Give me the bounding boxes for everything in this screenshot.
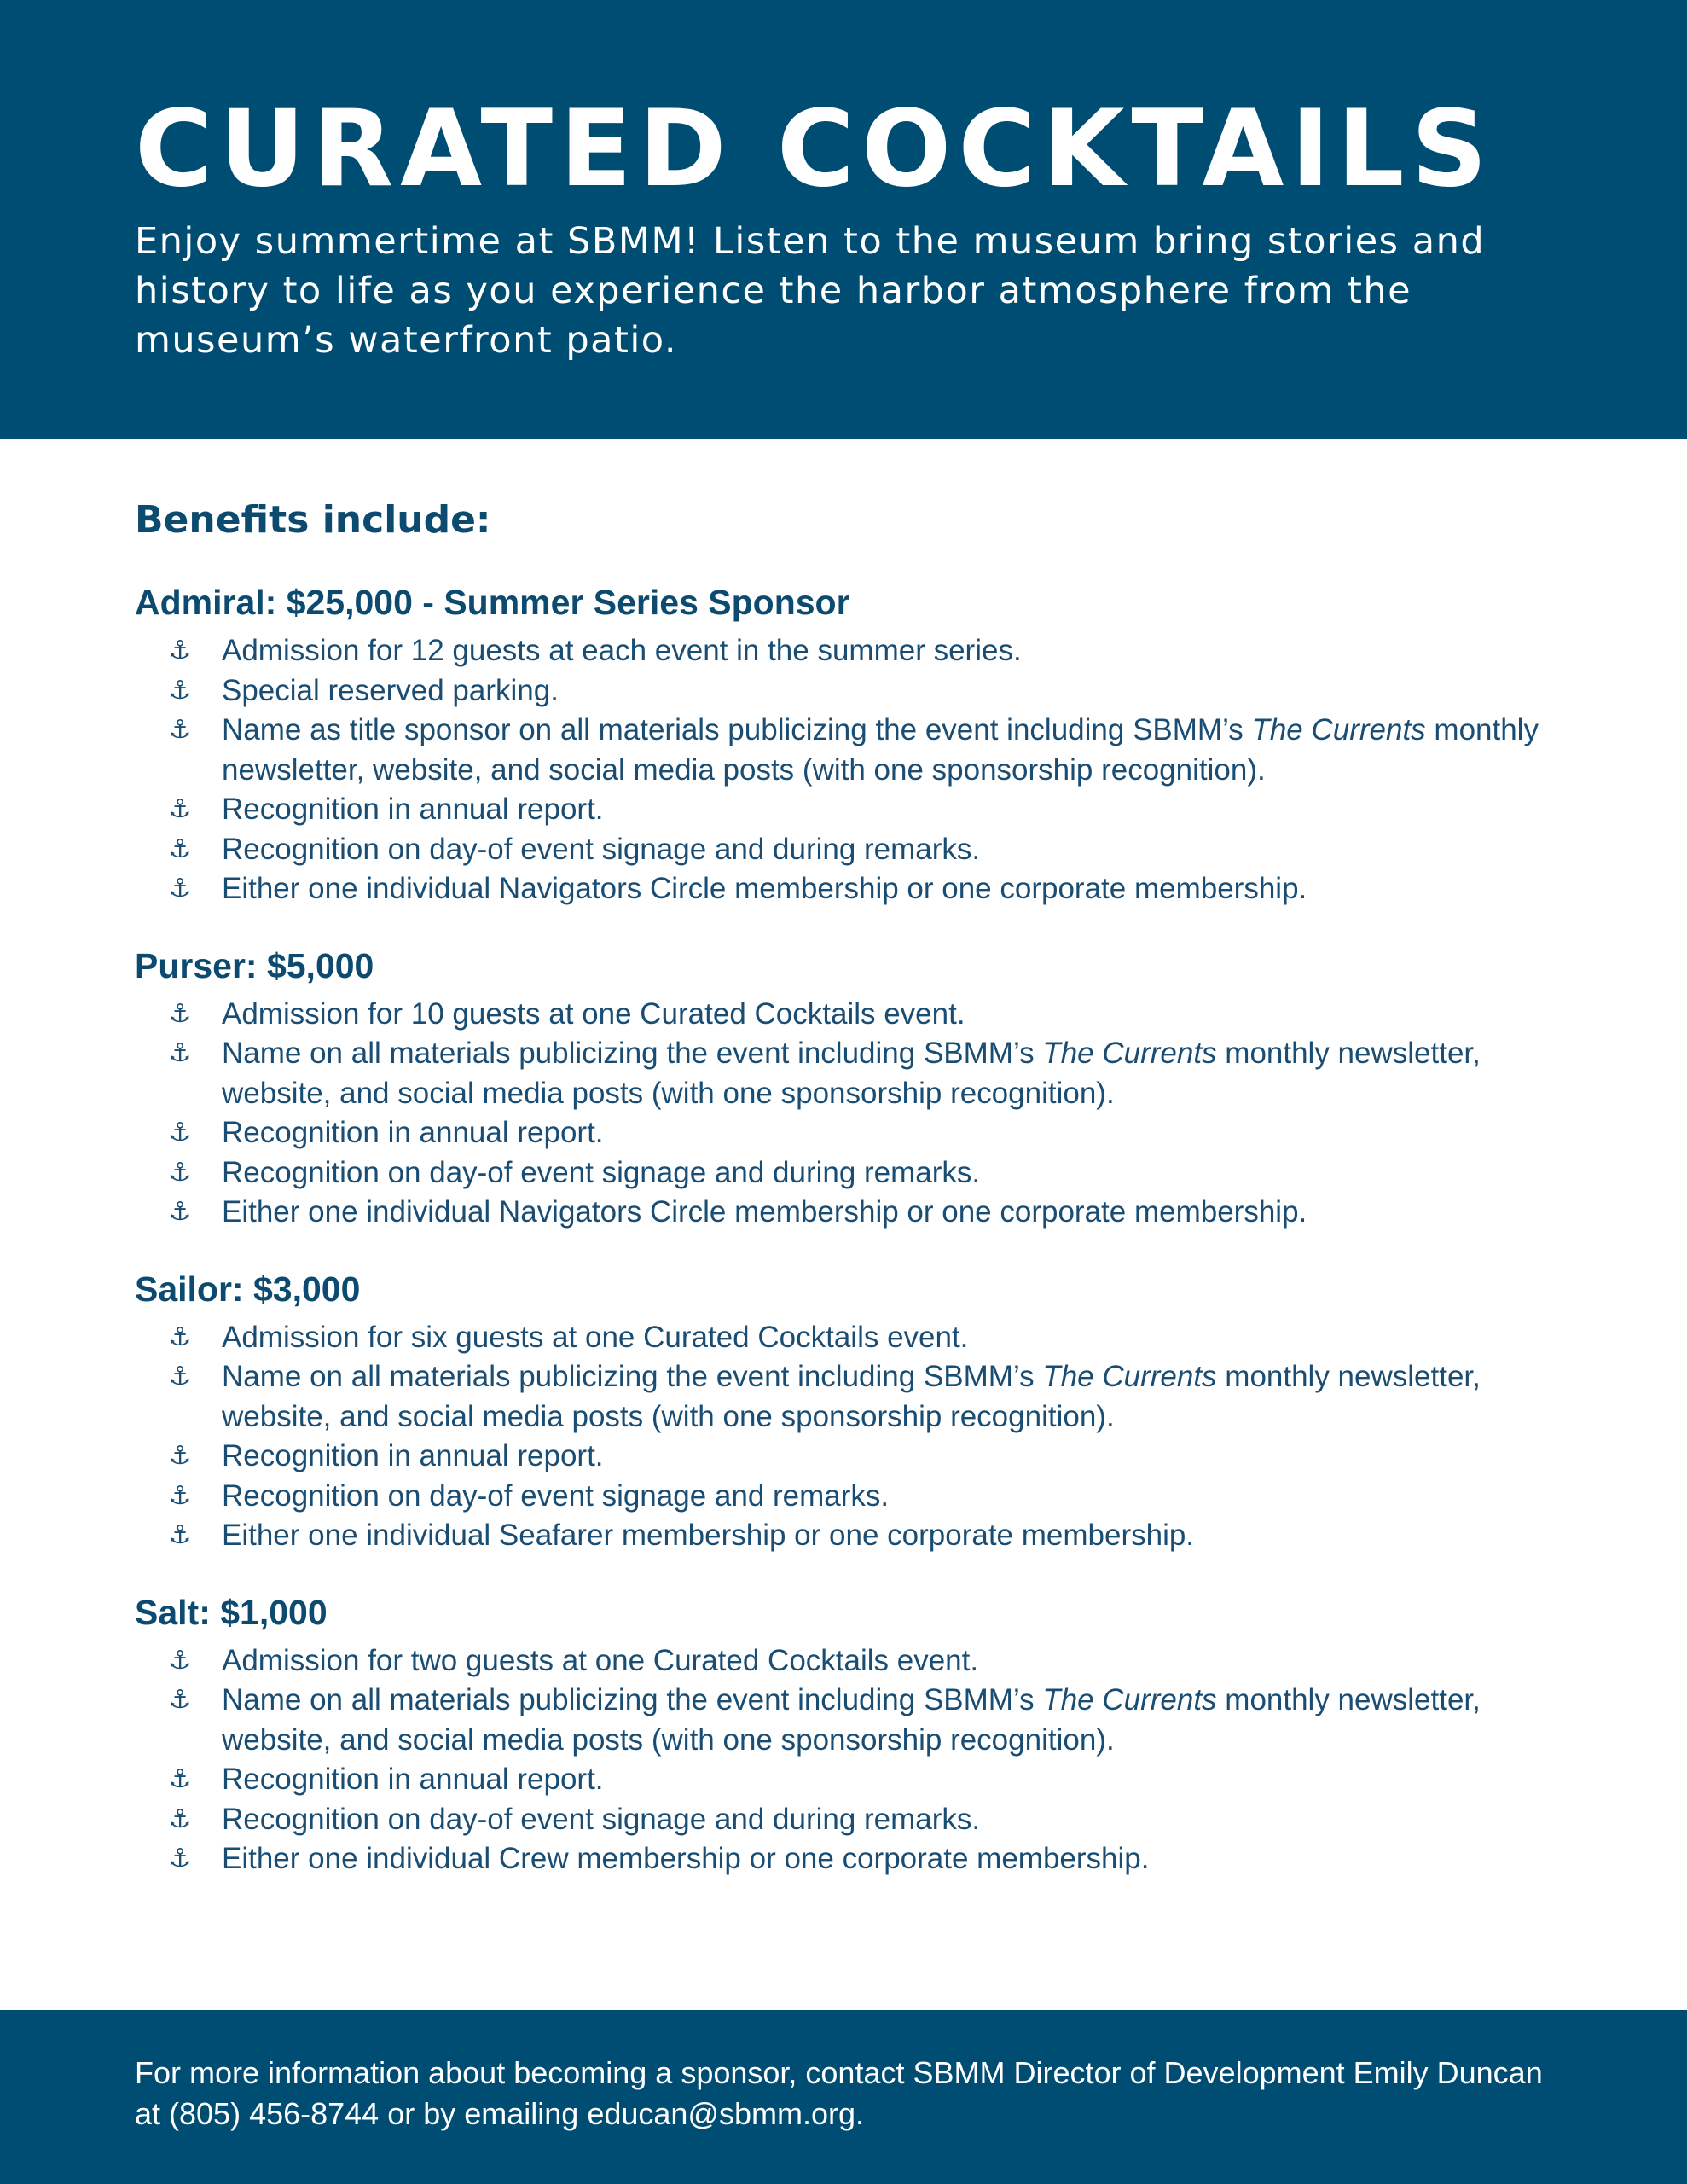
tier-title: Purser: $5,000: [135, 945, 374, 985]
tier-section: [135, 942, 1585, 1233]
header-banner: [0, 0, 1687, 439]
anchor-icon: ⚓: [168, 1038, 192, 1068]
anchor-icon: ⚓: [168, 1685, 192, 1715]
benefit-item: [135, 869, 1585, 909]
benefit-text: Either one individual Seafarer membership or one corporate membership.: [222, 1519, 1195, 1552]
anchor-icon: ⚓: [168, 834, 192, 864]
anchor-icon: ⚓: [168, 794, 192, 824]
benefit-text: monthly newsletter, website, and social media posts (with one sponsorship recognition).: [222, 713, 1539, 787]
benefit-item: [135, 1641, 1585, 1682]
anchor-icon: ⚓: [168, 1118, 192, 1147]
anchor-icon: ⚓: [168, 1804, 192, 1834]
benefit-item: [135, 1034, 1585, 1113]
benefit-item: [135, 830, 1585, 870]
tier-section: [135, 1589, 1585, 1879]
benefit-text: Recognition in annual report.: [222, 1116, 604, 1149]
benefit-text: Name as title sponsor on all materials publicizing the event including SBMM’s: [222, 713, 1252, 746]
benefit-text: Recognition on day-of event signage and during remarks.: [222, 832, 981, 866]
benefit-list: [135, 995, 1585, 1233]
benefit-item: [135, 1760, 1585, 1800]
anchor-icon: ⚓: [168, 1321, 192, 1352]
benefit-item: [135, 1477, 1585, 1517]
tier-section: [135, 578, 1585, 909]
benefit-text: Admission for 10 guests at one Curated Cocktails event.: [222, 996, 965, 1031]
anchor-icon: ⚓: [168, 1441, 192, 1471]
benefit-text: Name on all materials publicizing the event including SBMM’s: [222, 1037, 1043, 1070]
publication-name: The Currents: [1042, 1037, 1217, 1070]
benefit-text: Recognition in annual report.: [222, 1763, 604, 1796]
benefit-text: Recognition in annual report.: [222, 793, 604, 826]
benefit-item: [135, 1516, 1585, 1556]
publication-name: The Currents: [1251, 713, 1426, 746]
benefit-text: Recognition on day-of event signage and during remarks.: [222, 1802, 981, 1836]
benefit-item: [135, 631, 1585, 671]
benefit-item: [135, 790, 1585, 830]
publication-name: The Currents: [1042, 1360, 1217, 1393]
benefit-item: [135, 1193, 1585, 1233]
benefit-item: [135, 995, 1585, 1035]
benefit-text: Recognition in annual report.: [222, 1439, 604, 1472]
benefit-text: Name on all materials publicizing the event including SBMM’s: [222, 1360, 1043, 1393]
anchor-icon: ⚓: [168, 715, 192, 745]
intro-text: Enjoy summertime at SBMM! Listen to the museum bring stories and history to life as you experience the harbor atmosphere from the museum’s waterfront patio.: [135, 220, 1486, 362]
anchor-icon: ⚓: [168, 1764, 192, 1794]
benefit-list: [135, 631, 1585, 909]
anchor-icon: ⚓: [168, 998, 192, 1029]
benefit-text: Admission for 12 guests at each event in the summer series.: [222, 634, 1022, 667]
tier-list: [135, 578, 1585, 1879]
benefits-heading: Benefits include:: [135, 498, 491, 542]
anchor-icon: ⚓: [168, 636, 192, 665]
benefit-item: [135, 671, 1585, 712]
benefit-text: Recognition on day-of event signage and during remarks.: [222, 1155, 981, 1189]
publication-name: The Currents: [1042, 1683, 1217, 1716]
footer-banner: [0, 2010, 1687, 2184]
benefit-text: monthly newsletter, website, and social media posts (with one sponsorship recognition).: [222, 1683, 1481, 1757]
anchor-icon: ⚓: [168, 1645, 192, 1676]
anchor-icon: ⚓: [168, 1520, 192, 1550]
benefit-item: [135, 1357, 1585, 1437]
benefit-item: [135, 1318, 1585, 1358]
benefit-item: [135, 1437, 1585, 1477]
tier-section: [135, 1265, 1585, 1556]
benefit-item: [135, 1153, 1585, 1194]
page-title: CURATED COCKTAILS: [135, 88, 1494, 211]
anchor-icon: ⚓: [168, 675, 192, 706]
benefit-item: [135, 1681, 1585, 1760]
benefit-item: [135, 711, 1585, 790]
benefit-text: monthly newsletter, website, and social media posts (with one sponsorship recognition).: [222, 1360, 1481, 1433]
benefit-text: Admission for six guests at one Curated Cocktails event.: [222, 1320, 969, 1354]
benefit-item: [135, 1113, 1585, 1153]
benefit-item: [135, 1839, 1585, 1879]
anchor-icon: ⚓: [168, 1362, 192, 1391]
benefit-text: monthly newsletter, website, and social media posts (with one sponsorship recognition).: [222, 1037, 1481, 1110]
benefit-text: Admission for two guests at one Curated Cocktails event.: [222, 1643, 979, 1677]
benefit-text: Either one individual Navigators Circle membership or one corporate membership.: [222, 1195, 1307, 1228]
anchor-icon: ⚓: [168, 1844, 192, 1873]
benefit-text: Recognition on day-of event signage and remarks.: [222, 1478, 890, 1513]
anchor-icon: ⚓: [168, 1197, 192, 1227]
tier-title: Salt: $1,000: [135, 1592, 328, 1632]
anchor-icon: ⚓: [168, 874, 192, 903]
anchor-icon: ⚓: [168, 1480, 192, 1511]
tier-title: Admiral: $25,000 - Summer Series Sponsor: [135, 583, 850, 622]
benefit-item: [135, 1800, 1585, 1840]
benefits-section: [135, 495, 1585, 1912]
benefit-text: Name on all materials publicizing the event including SBMM’s: [222, 1683, 1043, 1716]
benefit-text: Either one individual Navigators Circle membership or one corporate membership.: [222, 872, 1307, 905]
benefit-list: [135, 1641, 1585, 1879]
anchor-icon: ⚓: [168, 1157, 192, 1188]
benefit-text: Special reserved parking.: [222, 673, 559, 707]
contact-text: For more information about becoming a sponsor, contact SBMM Director of Development Emily Duncan at (805) 456-8744 or by emailing educan@sbmm.org.: [135, 2055, 1543, 2131]
benefit-list: [135, 1318, 1585, 1556]
tier-title: Sailor: $3,000: [135, 1269, 361, 1309]
benefit-text: Either one individual Crew membership or one corporate membership.: [222, 1842, 1150, 1875]
